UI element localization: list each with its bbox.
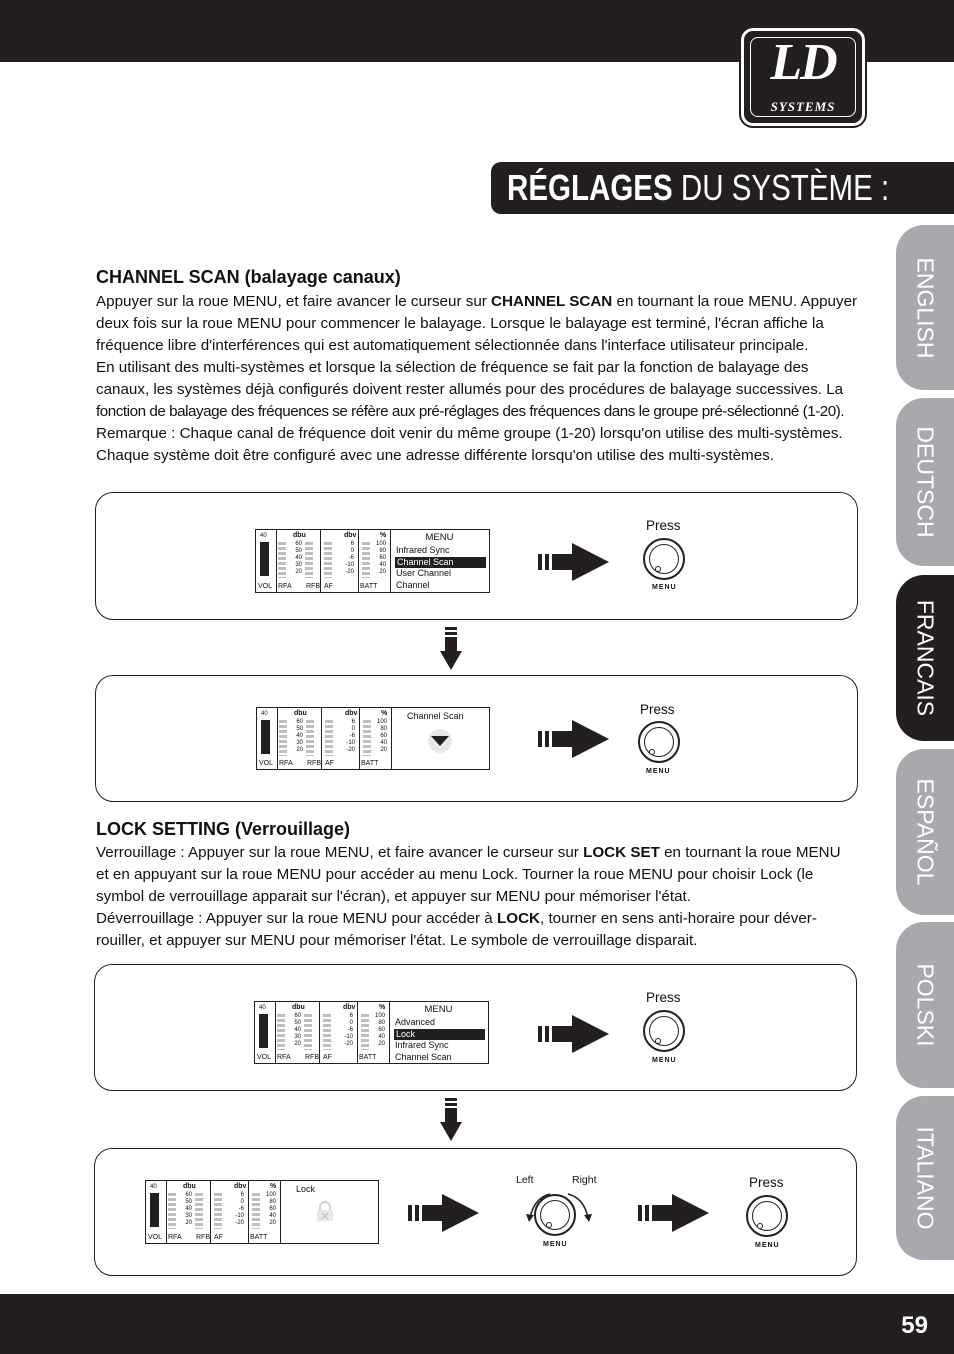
dbv-label: dbv (344, 532, 357, 539)
rfa-label: RFA (168, 1234, 182, 1241)
rfa-meter (278, 542, 286, 578)
batt-label: BATT (359, 1054, 377, 1061)
menu-item[interactable]: Advanced (395, 1017, 436, 1027)
dbu-label: dbu (293, 532, 306, 539)
ld-systems-logo (741, 28, 865, 126)
lcd-screen-channel-scan (256, 707, 490, 770)
dbv-scale: 6 0 -6 -10 -20 (346, 719, 355, 753)
lcd-screen-menu (255, 529, 490, 593)
pct-label: % (379, 1004, 386, 1011)
screen-title: Lock (296, 1184, 316, 1194)
batt-meter (363, 720, 371, 756)
dbv-label: dbv (234, 1183, 247, 1190)
tab-polski[interactable]: POLSKI (896, 922, 954, 1088)
menu-item[interactable]: Channel (396, 579, 430, 590)
dbu-label: dbu (292, 1004, 305, 1011)
menu-item[interactable]: Channel Scan (395, 557, 486, 568)
rfa-label: RFA (279, 760, 293, 767)
logo-subtext: SYSTEMS (770, 99, 836, 114)
menu-item[interactable]: Infrared Sync (395, 1040, 449, 1050)
af-meter (323, 1014, 331, 1050)
pct-label: % (380, 532, 387, 539)
menu-title: MENU (425, 532, 454, 543)
menu-item[interactable]: Lock (394, 1029, 485, 1040)
tab-francais[interactable]: FRANCAIS (896, 575, 954, 741)
scanning-icon (427, 728, 453, 754)
rfb-label: RFB (307, 760, 321, 767)
rfb-label: RFB (305, 1054, 319, 1061)
dbu-scale: 60 50 40 30 20 (294, 1013, 301, 1047)
pct-scale: 100 80 60 40 20 (376, 719, 387, 753)
pct-scale: 100 80 60 40 20 (375, 541, 386, 575)
rfb-label: RFB (306, 583, 320, 590)
rfa-label: RFA (278, 583, 292, 590)
menu-item[interactable]: Channel Scan (395, 1051, 452, 1062)
vol-top-label: 40 (260, 533, 267, 539)
rfa-meter (279, 720, 287, 756)
volume-meter (150, 1193, 159, 1227)
rfa-label: RFA (277, 1054, 291, 1061)
dbv-label: dbv (345, 710, 358, 717)
page-title-rest: DU SYSTÈME : (680, 167, 890, 208)
vol-label: VOL (259, 760, 274, 767)
rfb-meter (304, 1014, 312, 1050)
vol-label: VOL (148, 1234, 163, 1241)
af-label: AF (325, 760, 334, 767)
af-label: AF (323, 1054, 332, 1061)
logo-text: LD (770, 34, 836, 91)
vol-label: VOL (257, 1054, 272, 1061)
menu-item[interactable]: Infrared Sync (396, 545, 450, 555)
vol-top-label: 40 (259, 1005, 266, 1011)
rfa-meter (168, 1193, 176, 1229)
pct-scale: 100 80 60 40 20 (374, 1013, 385, 1047)
af-label: AF (214, 1234, 223, 1241)
batt-label: BATT (360, 583, 378, 590)
batt-label: BATT (250, 1234, 268, 1241)
lock-setting-text: Verrouillage : Appuyer sur la roue MENU, et faire avancer le curseur sur LOCK SET en tournant la roue MENU et en appuyant sur la roue MENU pour accéder au menu Lock. Tourner la roue MENU pour choisir Lock (le symbol de verrouillage apparait sur l'écran), et appuyer sur MENU pour mémoriser l'état. Déverrouillage : Appuyer sur la roue MENU pour accéder à LOCK, tourner en sens anti-horaire pour déver- rouiller, et appuyer sur MENU pour mémoriser l'état. Le symbole de verrouillage disparait. (96, 844, 841, 949)
tab-english[interactable]: ENGLISH (896, 225, 954, 390)
rfb-meter (195, 1193, 203, 1229)
af-label: AF (324, 583, 333, 590)
dbv-scale: 6 0 -6 -10 -20 (345, 541, 354, 575)
vol-label: VOL (258, 583, 273, 590)
dbv-scale: 6 0 -6 -10 -20 (344, 1013, 353, 1047)
volume-meter (261, 720, 270, 754)
menu-item[interactable]: User Channel (396, 568, 452, 578)
rfa-meter (277, 1014, 285, 1050)
pct-label: % (381, 710, 388, 717)
screen-title: Channel Scan (407, 711, 464, 721)
dbu-label: dbu (294, 710, 307, 717)
batt-label: BATT (361, 760, 379, 767)
volume-meter (260, 542, 269, 576)
right-label: Right (572, 1174, 597, 1186)
dbu-scale: 60 50 40 30 20 (296, 719, 303, 753)
tab-italiano[interactable]: ITALIANO (896, 1096, 954, 1260)
tab-deutsch[interactable]: DEUTSCH (896, 398, 954, 566)
dbu-scale: 60 50 40 30 20 (185, 1192, 192, 1226)
channel-scan-heading: CHANNEL SCAN (balayage canaux) (96, 267, 401, 287)
vol-top-label: 40 (261, 711, 268, 717)
rfb-label: RFB (196, 1234, 210, 1241)
af-meter (214, 1193, 222, 1229)
page-title-bold: RÉGLAGES (507, 167, 673, 208)
arrow-down-icon (440, 627, 462, 671)
arrow-down-icon (440, 1098, 462, 1142)
volume-meter (259, 1014, 268, 1048)
batt-meter (252, 1193, 260, 1229)
dbv-scale: 6 0 -6 -10 -20 (235, 1192, 244, 1226)
lcd-screen-lock (145, 1180, 379, 1244)
left-label: Left (516, 1174, 534, 1186)
bottom-bar (0, 1294, 954, 1354)
batt-meter (361, 1014, 369, 1050)
page-title (491, 162, 954, 214)
rfb-meter (305, 542, 313, 578)
tab-espanol[interactable]: ESPAÑOL (896, 749, 954, 915)
batt-meter (362, 542, 370, 578)
channel-scan-text: Appuyer sur la roue MENU, et faire avancer le curseur sur CHANNEL SCAN en tournant la roue MENU. Appuyer deux fois sur la roue MENU pour commencer le balayage. Lorsque le balayage est terminé, l'écran affiche la fréquence libre d'interférences qui est automatiquement sélectionnée dans l'interface utilisateur principale. En utilisant des multi-systèmes et lorsque la sélection de fréquence se fait par la fonction de balayage des canaux, les systèmes déjà configurés doivent rester allumés pour des procédures de balayage successives. La fonction de balayage des fréquences se réfère aux pré-réglages des fréquences dans le groupe pré-sélectionné (1-20). Remarque : Chaque canal de fréquence doit venir du même groupe (1-20) lorsqu'on utilise des multi-systèmes. Chaque système doit être configuré avec une adresse différente lorsqu'on utilise des multi-systèmes. (96, 293, 858, 464)
menu-title: MENU (424, 1004, 453, 1015)
pct-label: % (270, 1183, 277, 1190)
dbu-scale: 60 50 40 30 20 (295, 541, 302, 575)
arrow-right-icon (538, 542, 610, 582)
af-meter (324, 542, 332, 578)
arrow-right-icon (538, 719, 610, 759)
vol-top-label: 40 (150, 1184, 157, 1190)
af-meter (325, 720, 333, 756)
pct-scale: 100 80 60 40 20 (265, 1192, 276, 1226)
dbu-label: dbu (183, 1183, 196, 1190)
lock-setting-heading: LOCK SETTING (Verrouillage) (96, 819, 351, 839)
dbv-label: dbv (343, 1004, 356, 1011)
arrow-right-icon (638, 1193, 710, 1233)
arrow-right-icon (408, 1193, 480, 1233)
arrow-right-icon (538, 1014, 610, 1054)
rfb-meter (306, 720, 314, 756)
lock-icon (314, 1200, 336, 1222)
page-number: 59 (901, 1312, 928, 1339)
lcd-screen-menu-lock (254, 1001, 489, 1064)
